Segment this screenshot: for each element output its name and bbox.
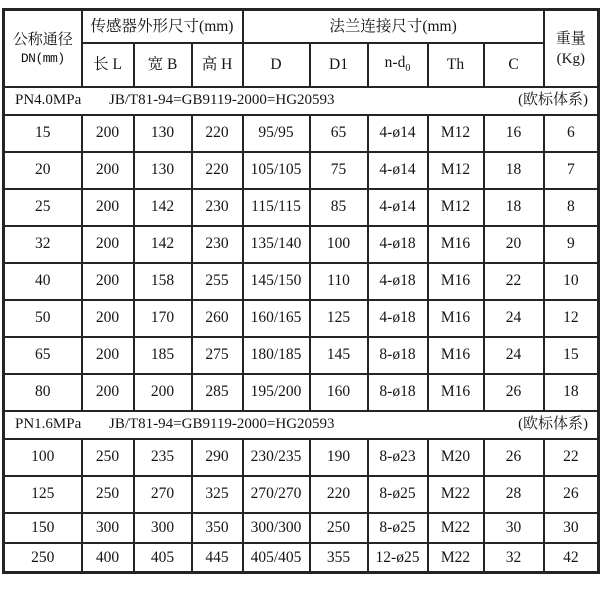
table-row	[4, 374, 599, 411]
cell-width-b: 300	[134, 513, 192, 543]
header-sensor-dimensions-group: 传感器外形尺寸(mm)	[82, 10, 243, 43]
cell-weight: 8	[544, 189, 599, 226]
cell-n-d0: 8-ø25	[368, 476, 428, 513]
section-header-content	[5, 91, 597, 110]
cell-height-h: 230	[192, 189, 243, 226]
cell-height-h: 275	[192, 337, 243, 374]
cell-weight: 18	[544, 374, 599, 411]
cell-weight: 15	[544, 337, 599, 374]
cell-c: 20	[484, 226, 544, 263]
table-row	[4, 439, 599, 476]
header-length-l: 长 L	[82, 43, 134, 87]
cell-c: 28	[484, 476, 544, 513]
cell-height-h: 290	[192, 439, 243, 476]
cell-dn: 15	[4, 115, 82, 152]
cell-n-d0: 4-ø18	[368, 300, 428, 337]
cell-d: 180/185	[243, 337, 310, 374]
cell-d: 145/150	[243, 263, 310, 300]
header-c: C	[484, 43, 544, 87]
cell-d1: 145	[310, 337, 368, 374]
cell-width-b: 158	[134, 263, 192, 300]
cell-d: 115/115	[243, 189, 310, 226]
header-nominal-diameter-dn: DN(mm)	[20, 51, 65, 66]
cell-length-l: 200	[82, 115, 134, 152]
section-pressure-label: PN1.6MPa	[15, 416, 82, 433]
cell-d1: 190	[310, 439, 368, 476]
table-row	[4, 189, 599, 226]
cell-length-l: 200	[82, 374, 134, 411]
cell-d1: 110	[310, 263, 368, 300]
cell-height-h: 350	[192, 513, 243, 543]
cell-d1: 65	[310, 115, 368, 152]
section-header-row	[4, 87, 599, 115]
cell-dn: 32	[4, 226, 82, 263]
cell-d1: 85	[310, 189, 368, 226]
cell-dn: 250	[4, 543, 82, 573]
cell-th: M16	[428, 263, 484, 300]
cell-length-l: 250	[82, 439, 134, 476]
cell-n-d0: 8-ø23	[368, 439, 428, 476]
header-weight-cn: 重量	[555, 31, 586, 47]
cell-width-b: 170	[134, 300, 192, 337]
cell-th: M12	[428, 152, 484, 189]
header-nominal-diameter-cn: 公称通径	[12, 32, 73, 49]
cell-weight: 10	[544, 263, 599, 300]
section-note: (欧标体系)	[518, 92, 589, 109]
cell-n-d0: 4-ø14	[368, 152, 428, 189]
table-row	[4, 337, 599, 374]
cell-th: M16	[428, 226, 484, 263]
header-n-d0-text: n-d	[384, 54, 406, 72]
spec-table	[2, 8, 600, 574]
cell-n-d0: 4-ø18	[368, 226, 428, 263]
header-d: D	[243, 43, 310, 87]
cell-width-b: 142	[134, 226, 192, 263]
cell-height-h: 220	[192, 152, 243, 189]
cell-c: 22	[484, 263, 544, 300]
cell-th: M16	[428, 337, 484, 374]
cell-height-h: 260	[192, 300, 243, 337]
cell-th: M12	[428, 115, 484, 152]
cell-width-b: 130	[134, 115, 192, 152]
cell-d: 300/300	[243, 513, 310, 543]
section-note: (欧标体系)	[518, 416, 589, 433]
table-row	[4, 513, 599, 543]
cell-d1: 160	[310, 374, 368, 411]
cell-th: M20	[428, 439, 484, 476]
cell-length-l: 200	[82, 263, 134, 300]
cell-length-l: 200	[82, 300, 134, 337]
cell-d: 135/140	[243, 226, 310, 263]
cell-c: 24	[484, 300, 544, 337]
header-weight	[544, 10, 599, 87]
cell-n-d0: 8-ø18	[368, 374, 428, 411]
cell-d1: 125	[310, 300, 368, 337]
cell-d: 195/200	[243, 374, 310, 411]
cell-n-d0: 4-ø18	[368, 263, 428, 300]
header-height-h: 高 H	[192, 43, 243, 87]
cell-d1: 100	[310, 226, 368, 263]
table-row	[4, 300, 599, 337]
cell-length-l: 200	[82, 337, 134, 374]
cell-c: 26	[484, 439, 544, 476]
cell-width-b: 200	[134, 374, 192, 411]
cell-d1: 355	[310, 543, 368, 573]
cell-weight: 42	[544, 543, 599, 573]
cell-dn: 40	[4, 263, 82, 300]
header-nominal-diameter	[4, 10, 82, 87]
cell-c: 32	[484, 543, 544, 573]
cell-length-l: 200	[82, 152, 134, 189]
cell-n-d0: 8-ø25	[368, 513, 428, 543]
cell-n-d0: 8-ø18	[368, 337, 428, 374]
cell-c: 30	[484, 513, 544, 543]
header-weight-unit: (Kg)	[556, 50, 585, 67]
cell-dn: 150	[4, 513, 82, 543]
cell-height-h: 220	[192, 115, 243, 152]
cell-c: 18	[484, 189, 544, 226]
cell-weight: 12	[544, 300, 599, 337]
table-row	[4, 152, 599, 189]
cell-length-l: 250	[82, 476, 134, 513]
header-flange-dimensions-group: 法兰连接尺寸(mm)	[243, 10, 544, 43]
cell-dn: 125	[4, 476, 82, 513]
table-row	[4, 476, 599, 513]
cell-n-d0: 4-ø14	[368, 189, 428, 226]
cell-length-l: 300	[82, 513, 134, 543]
cell-th: M22	[428, 543, 484, 573]
cell-th: M22	[428, 476, 484, 513]
cell-d: 160/165	[243, 300, 310, 337]
cell-th: M22	[428, 513, 484, 543]
cell-width-b: 235	[134, 439, 192, 476]
cell-length-l: 200	[82, 189, 134, 226]
cell-th: M16	[428, 374, 484, 411]
cell-weight: 22	[544, 439, 599, 476]
cell-th: M16	[428, 300, 484, 337]
section-header-row	[4, 411, 599, 439]
table-row	[4, 543, 599, 573]
cell-dn: 65	[4, 337, 82, 374]
cell-n-d0: 4-ø14	[368, 115, 428, 152]
section-header-cell	[4, 87, 599, 115]
cell-width-b: 130	[134, 152, 192, 189]
cell-d: 230/235	[243, 439, 310, 476]
cell-length-l: 200	[82, 226, 134, 263]
cell-dn: 100	[4, 439, 82, 476]
cell-c: 18	[484, 152, 544, 189]
cell-weight: 7	[544, 152, 599, 189]
header-th: Th	[428, 43, 484, 87]
cell-dn: 80	[4, 374, 82, 411]
cell-c: 26	[484, 374, 544, 411]
cell-d1: 75	[310, 152, 368, 189]
section-header-content	[5, 415, 597, 434]
header-d1: D1	[310, 43, 368, 87]
section-header-cell	[4, 411, 599, 439]
cell-width-b: 142	[134, 189, 192, 226]
cell-dn: 20	[4, 152, 82, 189]
cell-width-b: 405	[134, 543, 192, 573]
cell-d: 105/105	[243, 152, 310, 189]
cell-dn: 25	[4, 189, 82, 226]
table-row	[4, 263, 599, 300]
cell-length-l: 400	[82, 543, 134, 573]
cell-d: 95/95	[243, 115, 310, 152]
cell-d: 405/405	[243, 543, 310, 573]
cell-width-b: 185	[134, 337, 192, 374]
cell-c: 16	[484, 115, 544, 152]
cell-weight: 30	[544, 513, 599, 543]
header-width-b: 宽 B	[134, 43, 192, 87]
cell-height-h: 255	[192, 263, 243, 300]
table-row	[4, 115, 599, 152]
cell-n-d0: 12-ø25	[368, 543, 428, 573]
cell-d1: 250	[310, 513, 368, 543]
cell-height-h: 325	[192, 476, 243, 513]
section-standard: JB/T81-94=GB9119-2000=HG20593	[109, 92, 335, 109]
cell-height-h: 230	[192, 226, 243, 263]
table-body	[4, 87, 599, 573]
cell-d1: 220	[310, 476, 368, 513]
section-standard: JB/T81-94=GB9119-2000=HG20593	[109, 416, 335, 433]
section-pressure-label: PN4.0MPa	[15, 92, 82, 109]
cell-width-b: 270	[134, 476, 192, 513]
cell-height-h: 285	[192, 374, 243, 411]
cell-weight: 9	[544, 226, 599, 263]
header-n-d0-subscript: 0	[405, 63, 411, 75]
cell-height-h: 445	[192, 543, 243, 573]
cell-c: 24	[484, 337, 544, 374]
header-n-d0	[368, 43, 428, 87]
cell-weight: 6	[544, 115, 599, 152]
cell-d: 270/270	[243, 476, 310, 513]
cell-dn: 50	[4, 300, 82, 337]
table-row	[4, 226, 599, 263]
cell-th: M12	[428, 189, 484, 226]
cell-weight: 26	[544, 476, 599, 513]
